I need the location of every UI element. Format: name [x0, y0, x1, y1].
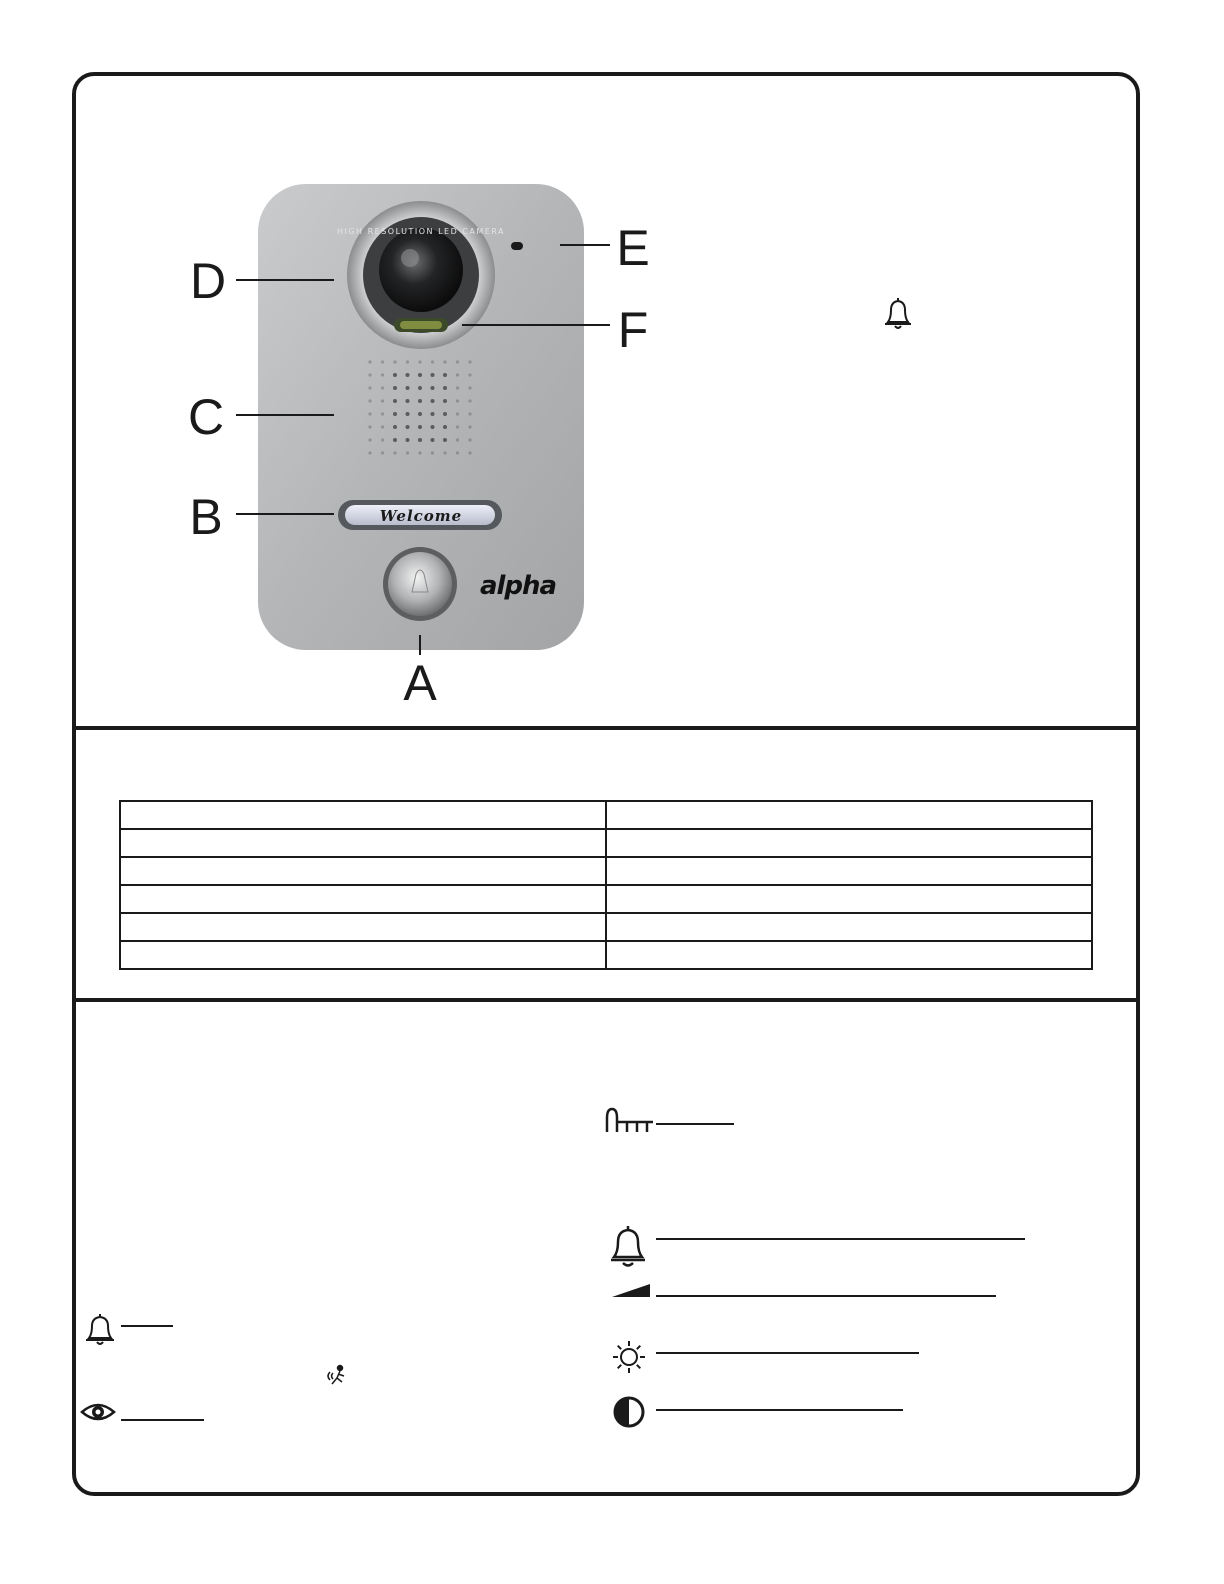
volume-icon: [612, 1284, 652, 1298]
speaker-hole: [431, 412, 435, 416]
speaker-hole: [406, 438, 410, 442]
speaker-hole: [456, 386, 459, 389]
motion-detection-icon: [324, 1364, 348, 1390]
speaker-hole: [443, 438, 447, 442]
speaker-hole: [368, 399, 371, 402]
speaker-hole: [406, 373, 410, 377]
speaker-hole: [418, 425, 422, 429]
table-row: [120, 829, 1092, 857]
speaker-hole: [456, 451, 459, 454]
speaker-hole: [456, 412, 459, 415]
speaker-hole: [468, 425, 471, 428]
table-row: [120, 801, 1092, 829]
specification-table: [119, 800, 1093, 970]
speaker-hole: [418, 373, 422, 377]
eye-label-underline: [121, 1419, 204, 1421]
speaker-hole: [418, 399, 422, 403]
speaker-hole: [443, 399, 447, 403]
speaker-hole: [468, 438, 471, 441]
speaker-hole: [393, 451, 396, 454]
speaker-hole: [406, 386, 410, 390]
table-cell: [120, 941, 606, 969]
table-cell: [120, 801, 606, 829]
callout-label-d: D: [189, 253, 227, 309]
speaker-hole: [431, 373, 435, 377]
speaker-hole: [406, 451, 409, 454]
table-row: [120, 913, 1092, 941]
callout-label-b: B: [189, 489, 223, 545]
table-cell: [120, 913, 606, 941]
eye-icon: [80, 1400, 116, 1424]
speaker-hole: [468, 451, 471, 454]
speaker-hole: [368, 425, 371, 428]
speaker-hole: [381, 373, 384, 376]
table-row: [120, 941, 1092, 969]
speaker-hole: [381, 425, 384, 428]
speaker-hole: [468, 360, 471, 363]
speaker-hole: [406, 425, 410, 429]
table-cell: [606, 857, 1092, 885]
speaker-hole: [381, 438, 384, 441]
speaker-hole: [381, 386, 384, 389]
table-cell: [120, 857, 606, 885]
speaker-hole: [368, 451, 371, 454]
speaker-hole: [381, 399, 384, 402]
speaker-hole: [381, 451, 384, 454]
speaker-hole: [393, 425, 397, 429]
brightness-icon: [612, 1340, 646, 1374]
speaker-hole: [368, 438, 371, 441]
speaker-hole: [418, 438, 422, 442]
speaker-hole: [418, 386, 422, 390]
table-cell: [606, 801, 1092, 829]
speaker-hole: [443, 386, 447, 390]
speaker-hole: [368, 373, 371, 376]
speaker-hole: [406, 360, 409, 363]
callout-label-a: A: [403, 655, 437, 711]
contrast-icon: [612, 1396, 646, 1428]
speaker-hole: [468, 373, 471, 376]
table-cell: [120, 829, 606, 857]
table-cell: [120, 885, 606, 913]
table-row: [120, 857, 1092, 885]
callout-label-f: F: [617, 302, 649, 358]
speaker-hole: [443, 412, 447, 416]
speaker-hole: [431, 399, 435, 403]
speaker-hole: [431, 451, 434, 454]
speaker-hole: [368, 386, 371, 389]
speaker-hole: [393, 373, 397, 377]
speaker-hole: [443, 425, 447, 429]
speaker-hole: [393, 386, 397, 390]
speaker-hole: [443, 373, 447, 377]
key-icon: [603, 1106, 655, 1134]
volume-setting-underline: [656, 1295, 996, 1297]
speaker-hole: [431, 438, 435, 442]
call-button[interactable]: [383, 547, 457, 621]
speaker-hole: [418, 360, 421, 363]
speaker-hole: [418, 451, 421, 454]
camera-lens-icon: [347, 201, 495, 349]
speaker-hole: [393, 399, 397, 403]
speaker-hole: [468, 412, 471, 415]
camera-ring-text: HIGH RESOLUTION LED CAMERA: [336, 227, 506, 236]
bell-label-underline: [121, 1325, 173, 1327]
bell-icon: [885, 298, 911, 328]
bell-setting-underline: [656, 1238, 1025, 1240]
contrast-setting-underline: [656, 1409, 903, 1411]
speaker-hole: [381, 412, 384, 415]
speaker-hole: [381, 360, 384, 363]
microphone-hole: [511, 242, 523, 250]
name-tag-text: Welcome: [379, 507, 463, 525]
speaker-hole: [418, 412, 422, 416]
speaker-hole: [431, 360, 434, 363]
brand-logo: alpha: [479, 571, 557, 601]
speaker-hole: [393, 360, 396, 363]
table-cell: [606, 941, 1092, 969]
speaker-hole: [468, 399, 471, 402]
speaker-hole: [393, 438, 397, 442]
speaker-hole: [368, 412, 371, 415]
speaker-hole: [406, 412, 410, 416]
table-cell: [606, 913, 1092, 941]
speaker-hole: [456, 373, 459, 376]
table-cell: [606, 885, 1092, 913]
speaker-hole: [456, 425, 459, 428]
bell-icon: [608, 1224, 648, 1268]
speaker-hole: [443, 360, 446, 363]
callout-label-e: E: [616, 220, 650, 276]
speaker-hole: [368, 360, 371, 363]
speaker-hole: [456, 360, 459, 363]
table-row: [120, 885, 1092, 913]
table-cell: [606, 829, 1092, 857]
speaker-hole: [406, 399, 410, 403]
speaker-hole: [443, 451, 446, 454]
callout-label-c: C: [187, 389, 225, 445]
speaker-hole: [431, 425, 435, 429]
speaker-hole: [468, 386, 471, 389]
speaker-hole: [431, 386, 435, 390]
speaker-hole: [456, 399, 459, 402]
speaker-hole: [393, 412, 397, 416]
key-label-underline: [656, 1123, 734, 1125]
bell-icon: [84, 1312, 116, 1346]
brightness-setting-underline: [656, 1352, 919, 1354]
speaker-hole: [456, 438, 459, 441]
